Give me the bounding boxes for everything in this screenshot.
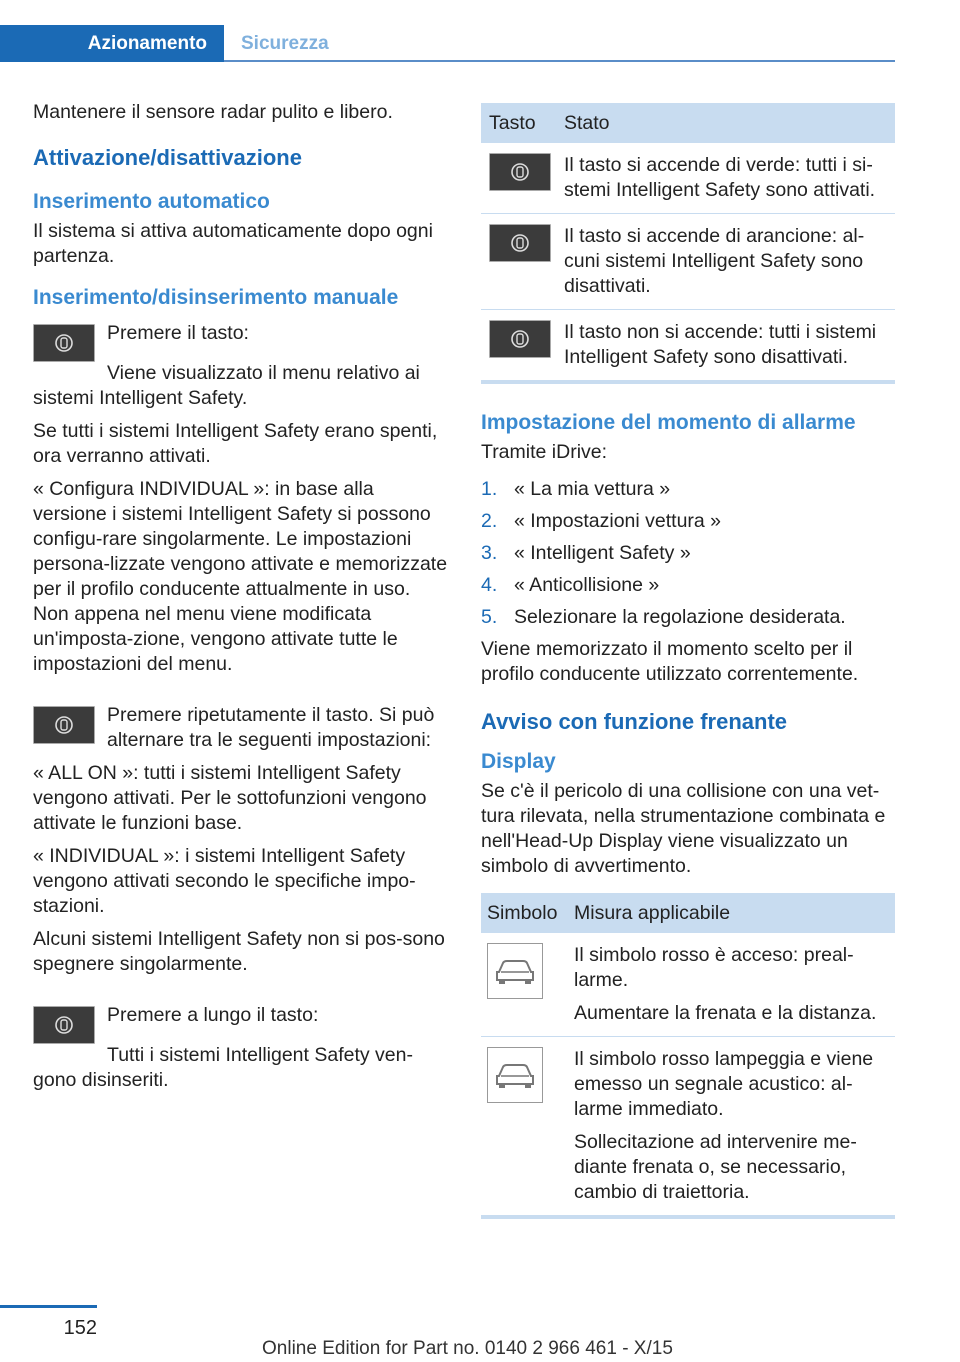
menu-shown-text: Viene visualizzato il menu relativo ai sistemi Intelligent Safety. xyxy=(33,362,420,409)
edition-text: Online Edition for Part no. 0140 2 966 461 - X/15 xyxy=(262,1338,673,1359)
column-header-status: Stato xyxy=(564,111,610,134)
auto-paragraph: Il sistema si attiva automaticamente dopo ogni partenza. xyxy=(33,220,433,267)
press-key-row-3 xyxy=(33,1003,451,1043)
list-item: 2. « Impostazioni vettura » xyxy=(481,510,722,532)
status-cell: Il tasto non si accende: tutti i sistemi Intelligent Safety sono disattivati. xyxy=(564,321,877,368)
measure-cell: Il simbolo rosso è acceso: preal-larme. Aumentare la frenata e la distanza. xyxy=(574,944,877,1024)
press-key-row-1 xyxy=(33,321,451,361)
list-item: 3. « Intelligent Safety » xyxy=(481,542,691,564)
intelligent-safety-key-icon xyxy=(33,1006,95,1044)
heading-warning-moment: Impostazione del momento di allarme xyxy=(481,411,856,434)
column-header-key: Tasto xyxy=(489,111,536,134)
symbol-table xyxy=(481,893,895,1219)
intelligent-safety-key-icon xyxy=(33,706,95,744)
intelligent-safety-key-icon xyxy=(489,320,551,358)
idrive-text: Tramite iDrive: xyxy=(481,441,608,463)
status-cell: Il tasto si accende di verde: tutti i si-stemi Intelligent Safety sono attivati. xyxy=(564,154,876,201)
all-off-paragraph: Se tutti i sistemi Intelligent Safety erano spenti, ora verranno attivati. xyxy=(33,420,438,467)
column-header-symbol: Simbolo xyxy=(487,901,558,924)
page-number: 152 xyxy=(63,1317,97,1339)
intelligent-safety-key-icon xyxy=(489,224,551,262)
right-column xyxy=(481,103,895,1219)
table-row xyxy=(481,310,895,384)
status-cell: Il tasto si accende di arancione: al-cuni sistemi Intelligent Safety sono disattivati. xyxy=(564,225,865,297)
car-warning-icon xyxy=(487,943,543,999)
tab-sicurezza[interactable]: Sicurezza xyxy=(241,33,329,54)
table-row xyxy=(481,933,895,1037)
intelligent-safety-key-icon xyxy=(489,153,551,191)
heading-brake-warning: Avviso con funzione frenante xyxy=(481,709,788,734)
column-header-measure: Misura applicabile xyxy=(574,901,731,924)
measure-cell: Il simbolo rosso lampeggia e viene emesso un segnale acustico: al-larme immediato. Sollecitazione ad intervenire me-diante frenata o, se necessario, cambio di traiettoria. xyxy=(574,1048,874,1203)
left-column xyxy=(33,100,451,1101)
list-item: 4. « Anticollisione » xyxy=(481,574,660,596)
display-paragraph: Se c'è il pericolo di una collisione con una vet-tura rilevata, nella strumentazione combinata e nell'Head-Up Display viene visualizzato un simbolo di avvertimento. xyxy=(481,780,886,877)
all-disabled-text: Tutti i sistemi Intelligent Safety ven-gono disinseriti. xyxy=(33,1044,413,1091)
key-status-table xyxy=(481,103,895,384)
list-item: 5. Selezionare la regolazione desiderata. xyxy=(481,606,846,628)
table-header xyxy=(481,893,895,933)
tab-azionamento[interactable]: Azionamento xyxy=(0,25,224,62)
heading-manual: Inserimento/disinserimento manuale xyxy=(33,286,399,309)
car-warning-icon xyxy=(487,1047,543,1103)
individual-paragraph: « Configura INDIVIDUAL »: in base alla versione i sistemi Intelligent Safety si possono configu-rare singolarmente. Le impostazioni persona-lizzate vengono attivate e memorizzate per il profilo conducente attualmente in uso. Non appena nel menu viene modificata un'imposta-zione, vengono attivate tutte le impostazioni del menu. xyxy=(33,478,448,675)
footer-rule xyxy=(0,1305,97,1308)
table-row xyxy=(481,1037,895,1219)
intro-paragraph: Mantenere il sensore radar pulito e libero. xyxy=(33,101,393,123)
individual2-paragraph: « INDIVIDUAL »: i sistemi Intelligent Safety vengono attivati secondo le specifiche impo-stazioni. xyxy=(33,845,416,917)
table-row xyxy=(481,214,895,310)
intelligent-safety-key-icon xyxy=(33,324,95,362)
all-on-paragraph: « ALL ON »: tutti i sistemi Intelligent Safety vengono attivati. Per le sottofunzioni vengono attivate le funzioni base. xyxy=(33,762,427,834)
some-systems-paragraph: Alcuni sistemi Intelligent Safety non si pos-sono spegnere singolarmente. xyxy=(33,928,445,975)
list-item: 1. « La mia vettura » xyxy=(481,478,671,500)
stored-paragraph: Viene memorizzato il momento scelto per il profilo conducente utilizzato correntemente. xyxy=(481,638,859,685)
heading-display: Display xyxy=(481,750,556,773)
press-repeatedly-text: Premere ripetutamente il tasto. Si può alternare tra le seguenti impostazioni: xyxy=(107,704,435,751)
heading-activation: Attivazione/disattivazione xyxy=(33,145,302,170)
table-header xyxy=(481,103,895,143)
steps-list xyxy=(481,477,895,630)
page-header xyxy=(0,25,895,62)
table-row xyxy=(481,143,895,214)
press-long-text: Premere a lungo il tasto: xyxy=(107,1004,319,1026)
heading-auto: Inserimento automatico xyxy=(33,190,270,213)
press-key-text: Premere il tasto: xyxy=(107,322,249,344)
press-key-row-2 xyxy=(33,703,451,753)
